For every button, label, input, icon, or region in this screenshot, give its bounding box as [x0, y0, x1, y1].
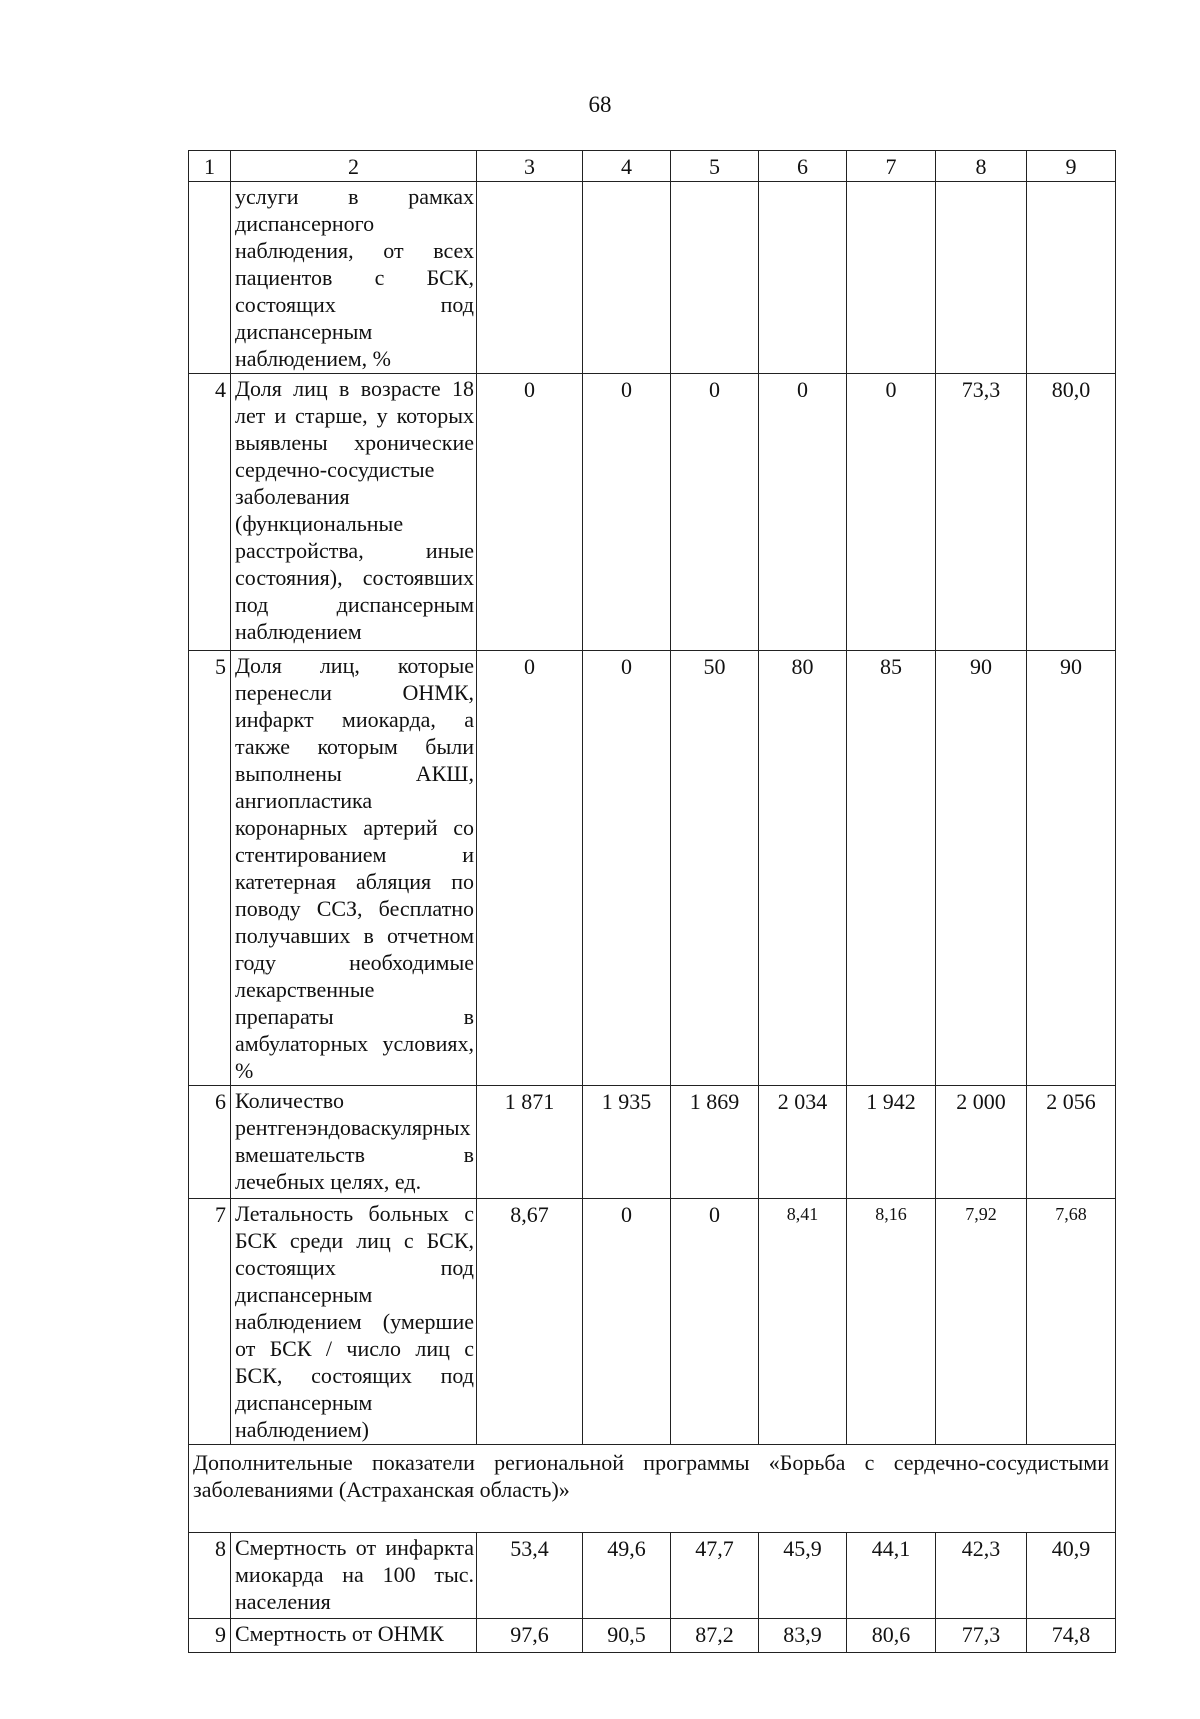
row-description: Смертность от инфаркта миокарда на 100 тыс. населения — [231, 1533, 477, 1619]
table-row — [189, 1086, 1116, 1199]
value-cell: 90,5 — [583, 1619, 671, 1653]
value-cell: 47,7 — [671, 1533, 759, 1619]
header-cell: 4 — [583, 151, 671, 182]
value-cell: 83,9 — [759, 1619, 847, 1653]
row-number: 7 — [189, 1199, 231, 1445]
value-cell — [583, 182, 671, 374]
value-cell: 42,3 — [936, 1533, 1027, 1619]
header-cell: 9 — [1027, 151, 1116, 182]
table-row — [189, 374, 1116, 651]
row-number: 9 — [189, 1619, 231, 1653]
value-cell: 85 — [847, 651, 936, 1086]
value-cell: 97,6 — [477, 1619, 583, 1653]
value-cell: 80 — [759, 651, 847, 1086]
header-row — [189, 151, 1116, 182]
row-description: Доля лиц, которые перенесли ОНМК, инфаркт миокарда, а также которым были выполнены АКШ, ангиопластика коронарных артерий со стентированием и катетерная абляция по поводу ССЗ, бесплатно получавших в отчетном году необходимые лекарственные препараты в амбулаторных условиях, % — [231, 651, 477, 1086]
value-cell: 40,9 — [1027, 1533, 1116, 1619]
value-cell: 8,41 — [759, 1199, 847, 1445]
value-cell: 0 — [477, 651, 583, 1086]
value-cell — [1027, 182, 1116, 374]
value-cell: 50 — [671, 651, 759, 1086]
value-cell: 90 — [936, 651, 1027, 1086]
value-cell: 7,68 — [1027, 1199, 1116, 1445]
value-cell: 80,0 — [1027, 374, 1116, 651]
value-cell: 8,67 — [477, 1199, 583, 1445]
table-row — [189, 1199, 1116, 1445]
value-cell: 7,92 — [936, 1199, 1027, 1445]
page-number: 68 — [588, 92, 612, 117]
value-cell: 45,9 — [759, 1533, 847, 1619]
row-number — [189, 182, 231, 374]
value-cell: 73,3 — [936, 374, 1027, 651]
section-row — [189, 1445, 1116, 1533]
value-cell: 0 — [583, 1199, 671, 1445]
value-cell: 0 — [583, 651, 671, 1086]
value-cell: 0 — [671, 374, 759, 651]
value-cell — [671, 182, 759, 374]
value-cell: 80,6 — [847, 1619, 936, 1653]
value-cell: 1 871 — [477, 1086, 583, 1199]
header-cell: 2 — [231, 151, 477, 182]
header-cell: 7 — [847, 151, 936, 182]
value-cell — [936, 182, 1027, 374]
value-cell: 0 — [847, 374, 936, 651]
value-cell — [477, 182, 583, 374]
value-cell: 87,2 — [671, 1619, 759, 1653]
row-description: услуги в рамках диспансерного наблюдения, от всех пациентов с БСК, состоящих под диспансерным наблюдением, % — [231, 182, 477, 374]
value-cell: 77,3 — [936, 1619, 1027, 1653]
value-cell: 1 942 — [847, 1086, 936, 1199]
table-row — [189, 182, 1116, 374]
row-number: 5 — [189, 651, 231, 1086]
value-cell: 53,4 — [477, 1533, 583, 1619]
value-cell: 44,1 — [847, 1533, 936, 1619]
header-cell: 3 — [477, 151, 583, 182]
header-cell: 8 — [936, 151, 1027, 182]
value-cell: 90 — [1027, 651, 1116, 1086]
value-cell: 0 — [477, 374, 583, 651]
value-cell: 0 — [759, 374, 847, 651]
value-cell: 2 034 — [759, 1086, 847, 1199]
row-description: Количество рентгенэндоваскулярных вмешательств в лечебных целях, ед. — [231, 1086, 477, 1199]
value-cell — [759, 182, 847, 374]
value-cell: 1 869 — [671, 1086, 759, 1199]
table-row — [189, 651, 1116, 1086]
row-number: 4 — [189, 374, 231, 651]
indicators-table — [188, 150, 1116, 1653]
value-cell — [847, 182, 936, 374]
header-cell: 1 — [189, 151, 231, 182]
header-cell: 5 — [671, 151, 759, 182]
row-description: Доля лиц в возрасте 18 лет и старше, у которых выявлены хронические сердечно-сосудистые заболевания (функциональные расстройства, иные состояния), состоявших под диспансерным наблюдением — [231, 374, 477, 651]
row-description: Летальность больных с БСК среди лиц с БСК, состоящих под диспансерным наблюдением (умершие от БСК / число лиц с БСК, состоящих под диспансерным наблюдением) — [231, 1199, 477, 1445]
value-cell: 0 — [671, 1199, 759, 1445]
value-cell: 8,16 — [847, 1199, 936, 1445]
value-cell: 0 — [583, 374, 671, 651]
value-cell: 49,6 — [583, 1533, 671, 1619]
section-title: Дополнительные показатели региональной программы «Борьба с сердечно-сосудистыми заболеваниями (Астраханская область)» — [189, 1445, 1116, 1533]
table-row — [189, 1533, 1116, 1619]
row-number: 8 — [189, 1533, 231, 1619]
table-row — [189, 1619, 1116, 1653]
value-cell: 1 935 — [583, 1086, 671, 1199]
row-description: Смертность от ОНМК — [231, 1619, 477, 1653]
header-cell: 6 — [759, 151, 847, 182]
value-cell: 2 056 — [1027, 1086, 1116, 1199]
row-number: 6 — [189, 1086, 231, 1199]
value-cell: 74,8 — [1027, 1619, 1116, 1653]
value-cell: 2 000 — [936, 1086, 1027, 1199]
